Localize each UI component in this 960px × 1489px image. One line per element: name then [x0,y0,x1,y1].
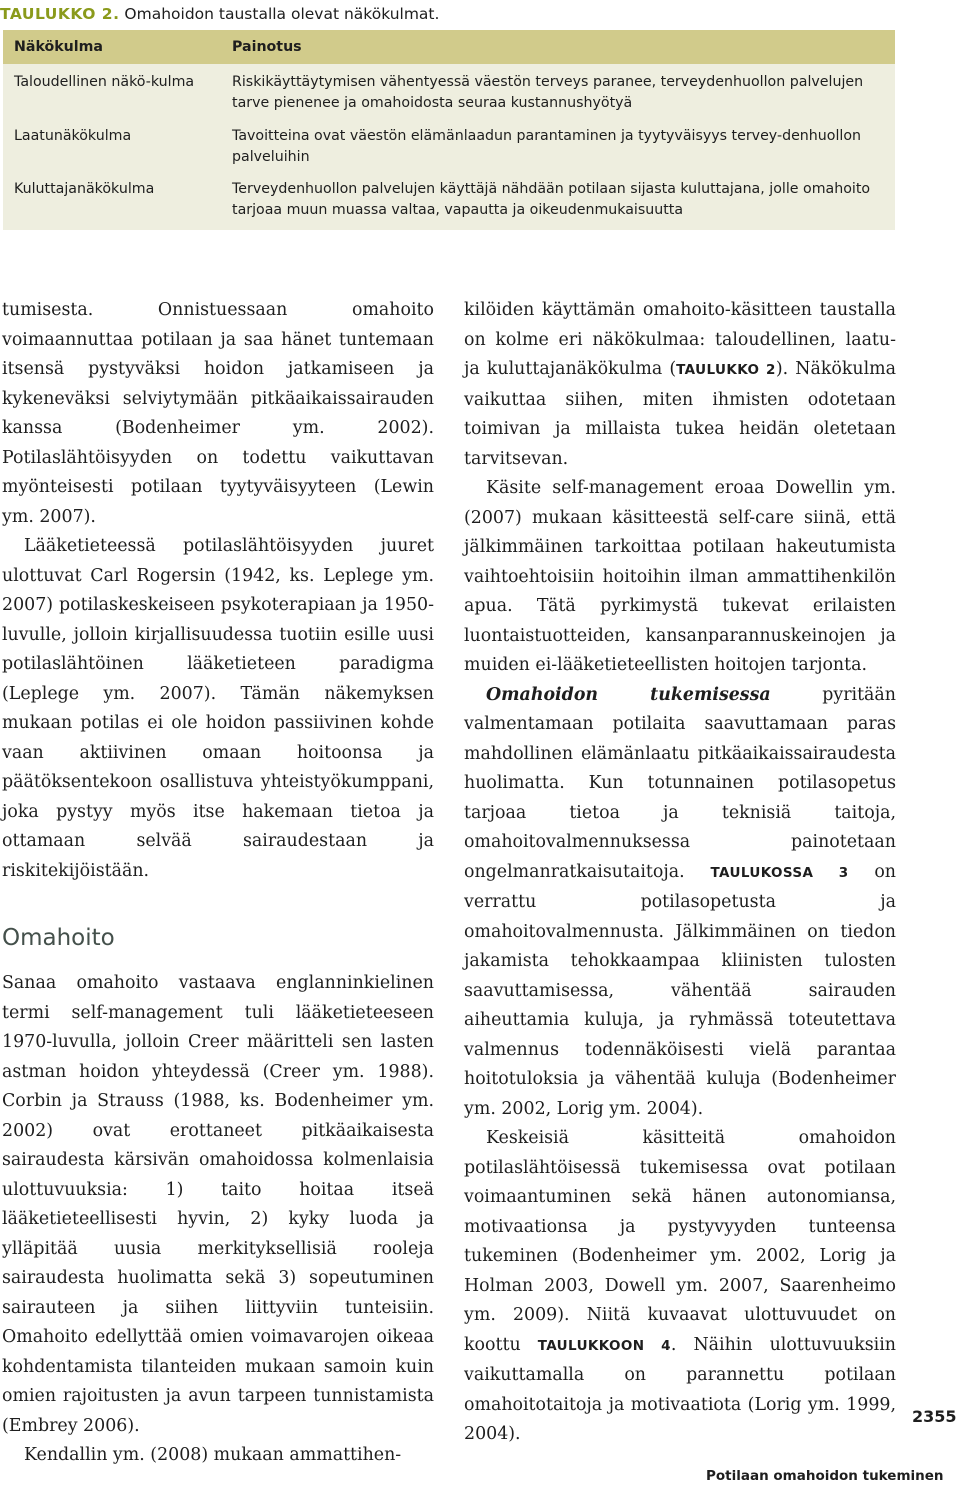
table-reference: TAULUKKO 2 [676,362,776,378]
running-footer: Potilaan omahoidon tukeminen [706,1468,944,1484]
table-row-economic-view: Taloudellinen näkö-kulma [14,74,195,90]
table-header-viewpoint: Näkökulma [14,39,104,55]
viewpoints-table [3,30,895,230]
table-row-economic-emphasis: Riskikäyttäytymisen vähentyessä väestön terveys paranee, terveydenhuollon palvelujen tarve pienenee ja omahoidosta seuraa kustannushyötyä [232,74,864,111]
page-number: 2355 [912,1407,957,1426]
table-caption-text: Omahoidon taustalla olevat näkökulmat. [124,5,440,23]
text-run: kilöiden käyttämän omahoito-käsitteen taustalla on kolme eri näkökulmaa: taloudellinen, laatu- ja kuluttajanäkökulma ( [464,300,896,379]
table-caption-label: TAULUKKO 2. [0,5,120,23]
paragraph: Sanaa omahoito vastaava englanninkielinen termi self-management tuli lääketieteeseen 1970-luvulla, jolloin Creer määritteli sen lasten astman hoidon yhteydessä (Creer ym. 1988). Corbin ja Strauss (1988, ks. Bodenheimer ym. 2002) ovat erottaneet pitkäaikaisesta sairaudesta kärsivän omahoidossa kolmenlaisia ulottuvuuksia: 1) taito hoitaa itseä lääketieteellisesti hyvin, 2) kyky luoda ja ylläpitää uusia merkityksellisiä rooleja sairaudesta huolimatta sekä 3) sopeutuminen sairauteen ja siihen liittyviin tunteisiin. Omahoito edellyttää omien voimavarojen oikeaa kohdentamista tilanteiden mukaan samoin kuin omien rajoitusten ja avun tarpeen tunnistamista (Embrey 2006). [2,973,434,1436]
emphasized-term: Omahoidon tukemisessa [486,684,771,705]
left-column [2,296,434,1471]
table-row-consumer-emphasis: Terveydenhuollon palvelujen käyttäjä nähdään potilaan sijasta kuluttajana, jolle omahoito tarjoaa muun muassa valtaa, vapautta ja oikeudenmukaisuutta [232,181,871,218]
text-run: Keskeisiä käsitteitä omahoidon potilaslähtöisessä tukemisessa ovat potilaan voimaantuminen sekä hänen autonomiansa, motivaationsa ja pystyvyyden tunteensa tukeminen (Bodenheimer ym. 2002, Lorig ja Holman 2003, Dowell ym. 2007, Saarenheimo ym. 2009). Niitä kuvaavat ulottuvuudet on koottu [464,1128,896,1355]
text-run: . Näihin ulottuvuuksiin vaikuttamalla on parannettu potilaan omahoitotaitoja ja motivaatiota (Lorig ym. 1999, 2004). [464,1334,896,1444]
paragraph: Käsite self-management eroaa Dowellin ym. (2007) mukaan käsitteestä self-care siinä, että jälkimmäinen tarkoittaa potilaan hakeutumista vaihtoehtoisiin hoitoihin ilman ammattihenkilön apua. Tätä pyrkimystä tukevat erilaisten luontaistuotteiden, kansanparannuskeinojen ja muiden ei-lääketieteellisten hoitojen tarjonta. [464,478,896,675]
table-reference: TAULUKOSSA 3 [710,864,849,881]
text-run: pyritään valmentamaan potilaita saavuttamaan paras mahdollinen elämänlaatu pitkäaikaissairaudesta huolimatta. Kun totunnainen potilasopetus tarjoaa tietoa ja teknisiä taitoja, omahoitovalmennuksessa painotetaan ongelmanratkaisutaitoja. [464,684,896,882]
paragraph [464,681,896,1125]
paragraph: tumisesta. Onnistuessaan omahoito voimaannuttaa potilaan ja saa hänet tuntemaan itsensä pystyväksi hoidon jatkamiseen ja kykeneväksi selviytymään pitkäaikaissairauden kanssa (Bodenheimer ym. 2002). Potilaslähtöisyyden on todettu vaikuttavan myönteisesti potilaan tyytyväisyyteen (Lewin ym. 2007). [2,300,434,527]
section-heading: Omahoito [2,925,115,951]
paragraph [464,1124,896,1450]
text-run: on verrattu potilasopetusta ja omahoitovalmennusta. Jälkimmäinen on tiedon jakamista tehokkaampaa kliinisten tulosten saavuttamisessa, vähentää sairauden aiheuttamia kuluja, ja ryhmässä toteutettava valmennus todennäköisesti vielä parantaa hoitotuloksia ja vähentää kuluja (Bodenheimer ym. 2002, Lorig ym. 2004). [464,861,897,1119]
table-row-quality-view: Laatunäkökulma [14,128,132,144]
paragraph [464,296,896,474]
table-caption [0,4,439,24]
table-row-consumer-view: Kuluttajanäkökulma [14,181,155,197]
table-row-quality-emphasis: Tavoitteina ovat väestön elämänlaadun parantaminen ja tyytyväisyys tervey-denhuollon palveluihin [232,128,862,165]
paragraph: Kendallin ym. (2008) mukaan ammattihen- [24,1445,402,1465]
right-column [464,296,896,1450]
paragraph: Lääketieteessä potilaslähtöisyyden juuret ulottuvat Carl Rogersin (1942, ks. Leplege ym. 2007) potilaskeskeiseen psykoterapiaan ja 1950-luvulle, jolloin kirjallisuudessa tuotiin esille uusi potilaslähtöinen lääketieteen paradigma (Leplege ym. 2007). Tämän näkemyksen mukaan potilas ei ole hoidon passiivinen kohde vaan aktiivinen omaan hoitoonsa ja päätöksentekoon osallistuva yhteistyökumppani, joka pystyy myös itse hakemaan tietoa ja ottamaan selvää sairaudestaan ja riskitekijöistään. [2,536,434,881]
table-header-emphasis: Painotus [232,39,302,55]
text-run: ). Näkökulma vaikuttaa siihen, miten ihmisten odotetaan toimivan ja millaista tukea heidän oletetaan tarvitsevan. [464,359,897,469]
table-reference: TAULUKKOON 4 [537,1337,671,1354]
